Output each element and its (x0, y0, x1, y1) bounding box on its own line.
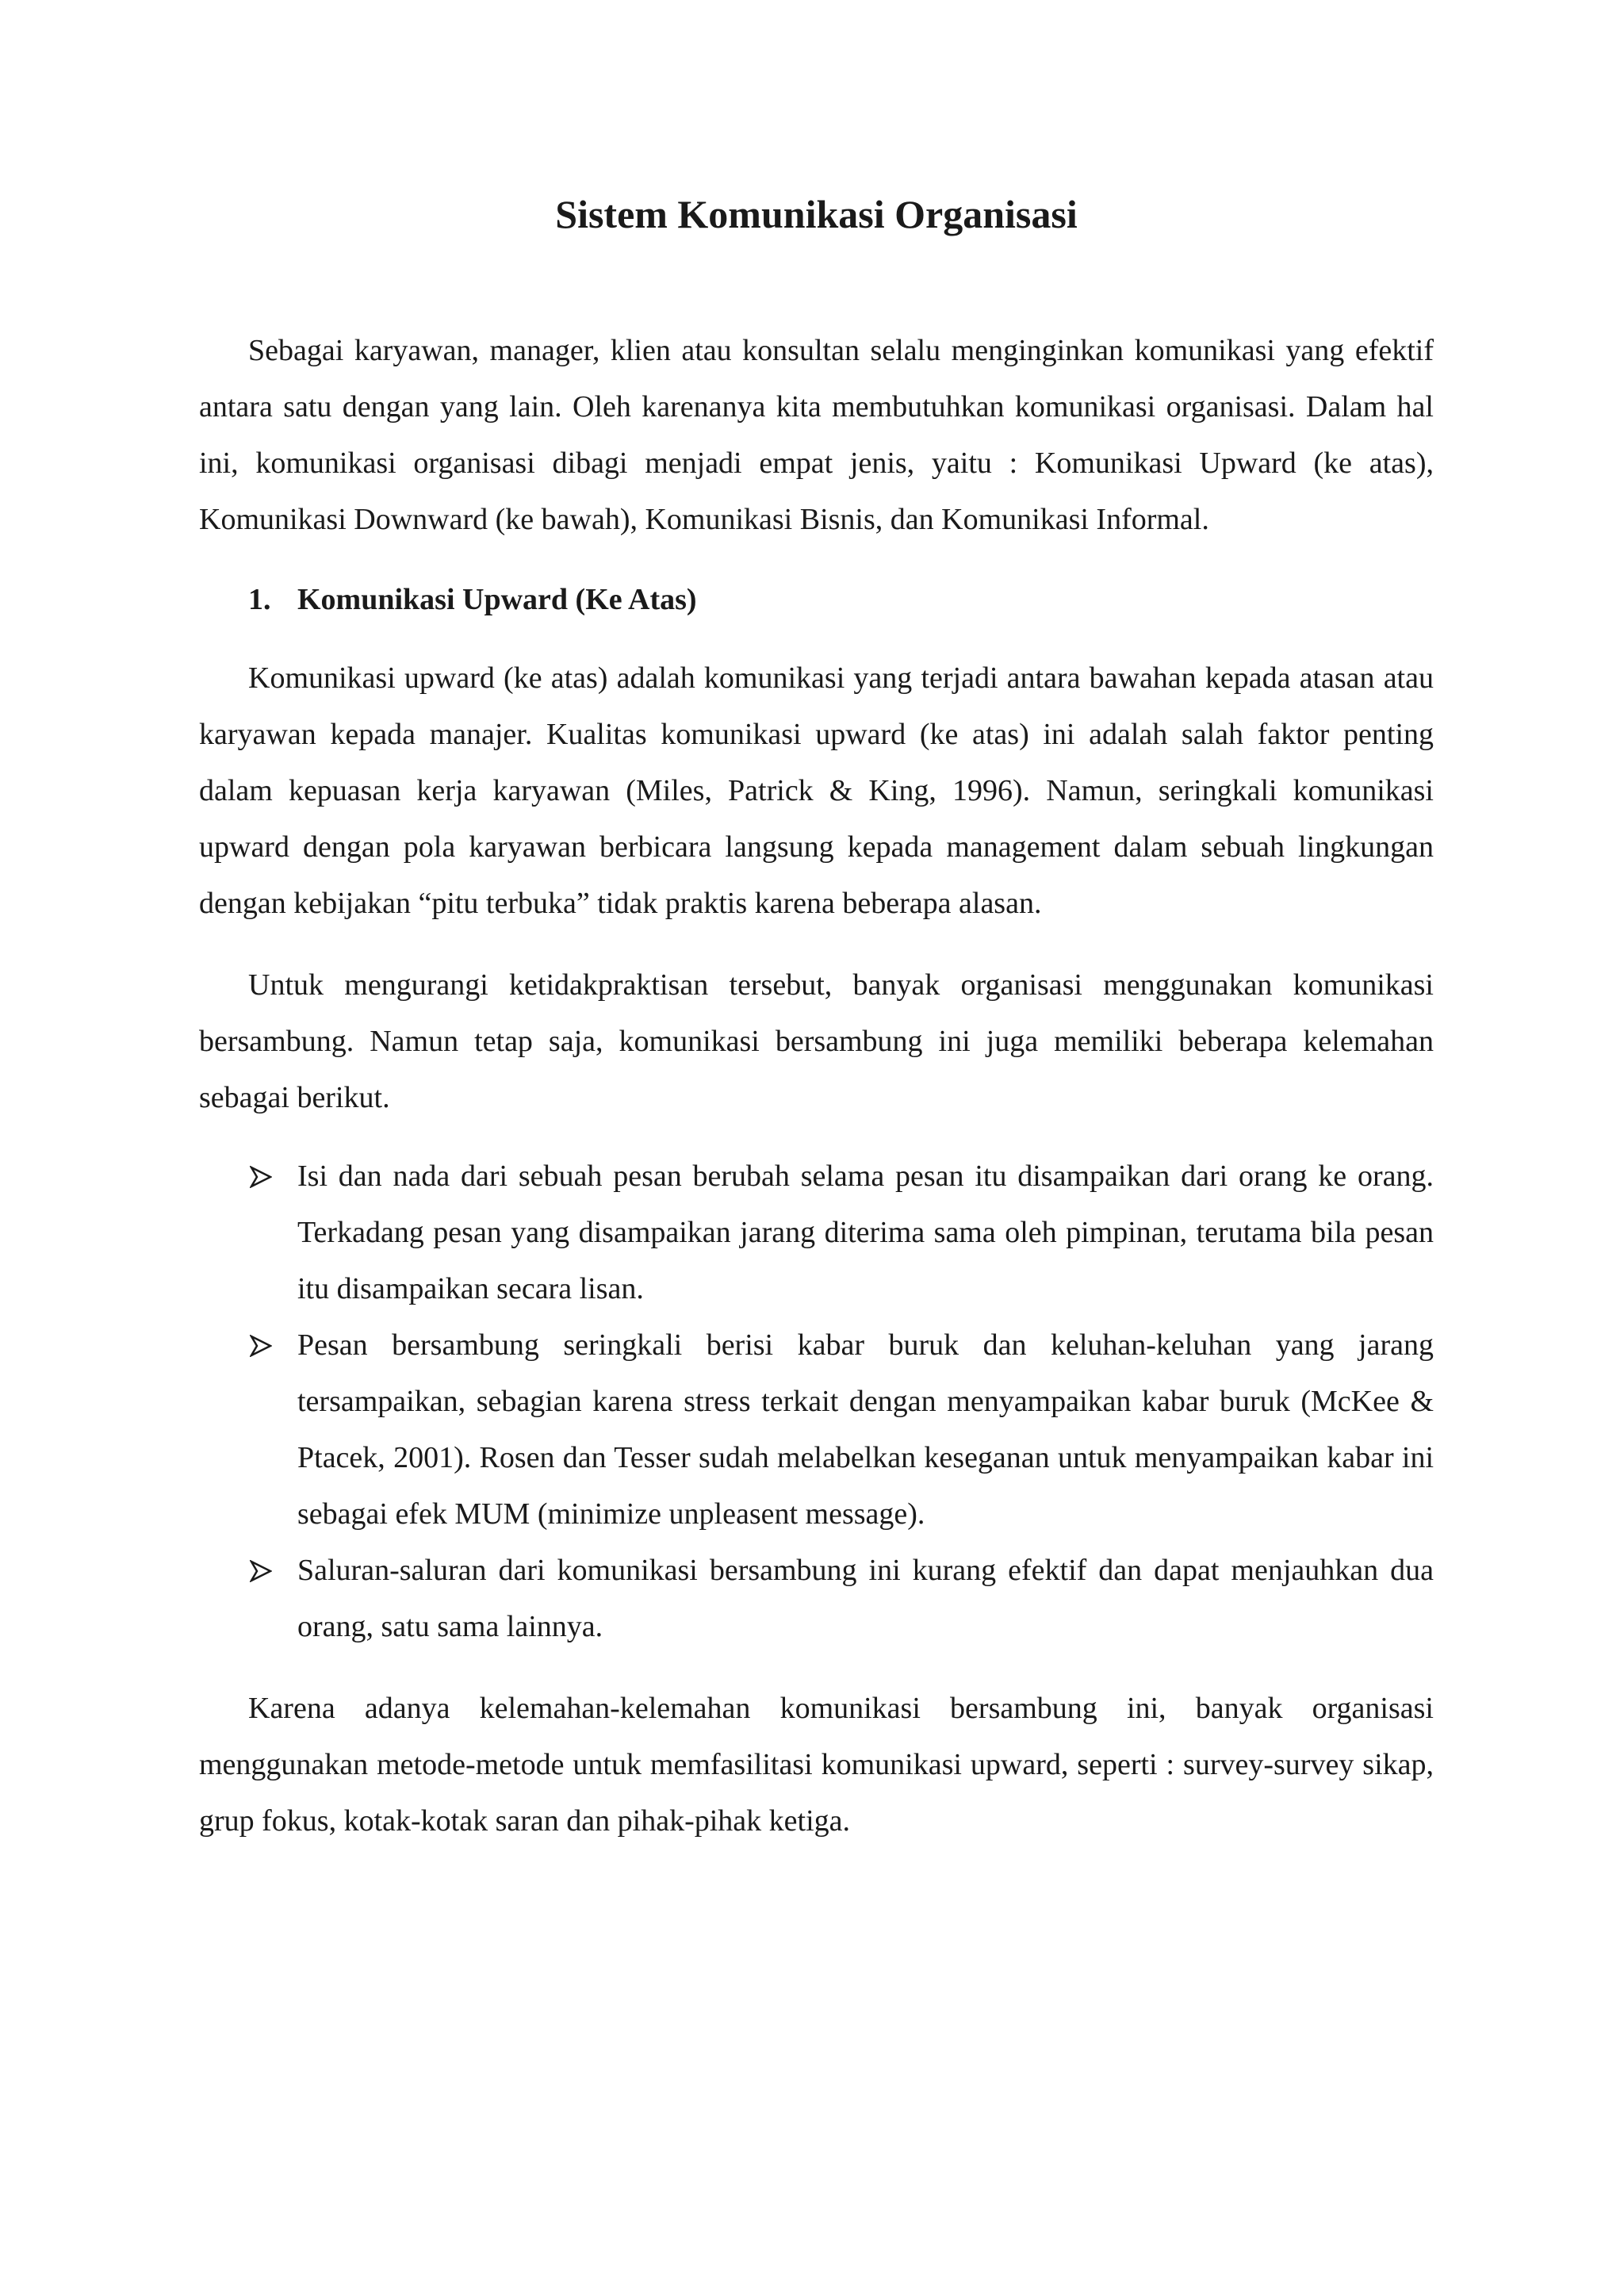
section-paragraph-2: Untuk mengurangi ketidakpraktisan tersebut, banyak organisasi menggunakan komunikasi bersambung. Namun tetap saja, komunikasi bersambung ini juga memiliki beberapa kelemahan sebagai berikut. (199, 968, 1434, 1114)
section-paragraph-3: Karena adanya kelemahan-kelemahan komunikasi bersambung ini, banyak organisasi menggunakan metode-metode untuk memfasilitasi komunikasi upward, seperti : survey-survey sikap, grup fokus, kotak-kotak saran dan pihak-pihak ketiga. (199, 1692, 1434, 1838)
list-item (297, 1148, 1434, 1317)
list-item-text: Isi dan nada dari sebuah pesan berubah selama pesan itu disampaikan dari orang ke orang. Terkadang pesan yang disampaikan jarang diterima sama oleh pimpinan, terutama bila pesan itu disampaikan secara lisan. (297, 1159, 1434, 1305)
section-title: Komunikasi Upward (Ke Atas) (297, 583, 697, 616)
list-item (297, 1317, 1434, 1543)
document-title: Sistem Komunikasi Organisasi (555, 192, 1078, 236)
arrowhead-bullet-icon (250, 1166, 272, 1188)
bullet-list (199, 1148, 1434, 1655)
document-page (199, 190, 1434, 1849)
intro-paragraph: Sebagai karyawan, manager, klien atau konsultan selalu menginginkan komunikasi yang efektif antara satu dengan yang lain. Oleh karenanya kita membutuhkan komunikasi organisasi. Dalam hal ini, komunikasi organisasi dibagi menjadi empat jenis, yaitu : Komunikasi Upward (ke atas), Komunikasi Downward (ke bawah), Komunikasi Bisnis, dan Komunikasi Informal. (199, 334, 1434, 536)
arrowhead-bullet-icon (250, 1560, 272, 1582)
section-paragraph-1: Komunikasi upward (ke atas) adalah komunikasi yang terjadi antara bawahan kepada atasan atau karyawan kepada manajer. Kualitas komunikasi upward (ke atas) ini adalah salah faktor penting dalam kepuasan kerja karyawan (Miles, Patrick & King, 1996). Namun, seringkali komunikasi upward dengan pola karyawan berbicara langsung kepada management dalam sebuah lingkungan dengan kebijakan “pitu terbuka” tidak praktis karena beberapa alasan. (199, 661, 1434, 920)
list-item-text: Saluran-saluran dari komunikasi bersambung ini kurang efektif dan dapat menjauhkan dua orang, satu sama lainnya. (297, 1554, 1434, 1643)
section-number: 1. (248, 583, 271, 616)
list-item (297, 1543, 1434, 1655)
section-heading (248, 572, 1434, 628)
arrowhead-bullet-icon (250, 1335, 272, 1357)
list-item-text: Pesan bersambung seringkali berisi kabar buruk dan keluhan-keluhan yang jarang tersampaikan, sebagian karena stress terkait dengan menyampaikan kabar buruk (McKee & Ptacek, 2001). Rosen dan Tesser sudah melabelkan keseganan untuk menyampaikan kabar ini sebagai efek MUM (minimize unpleasent message). (297, 1328, 1434, 1531)
